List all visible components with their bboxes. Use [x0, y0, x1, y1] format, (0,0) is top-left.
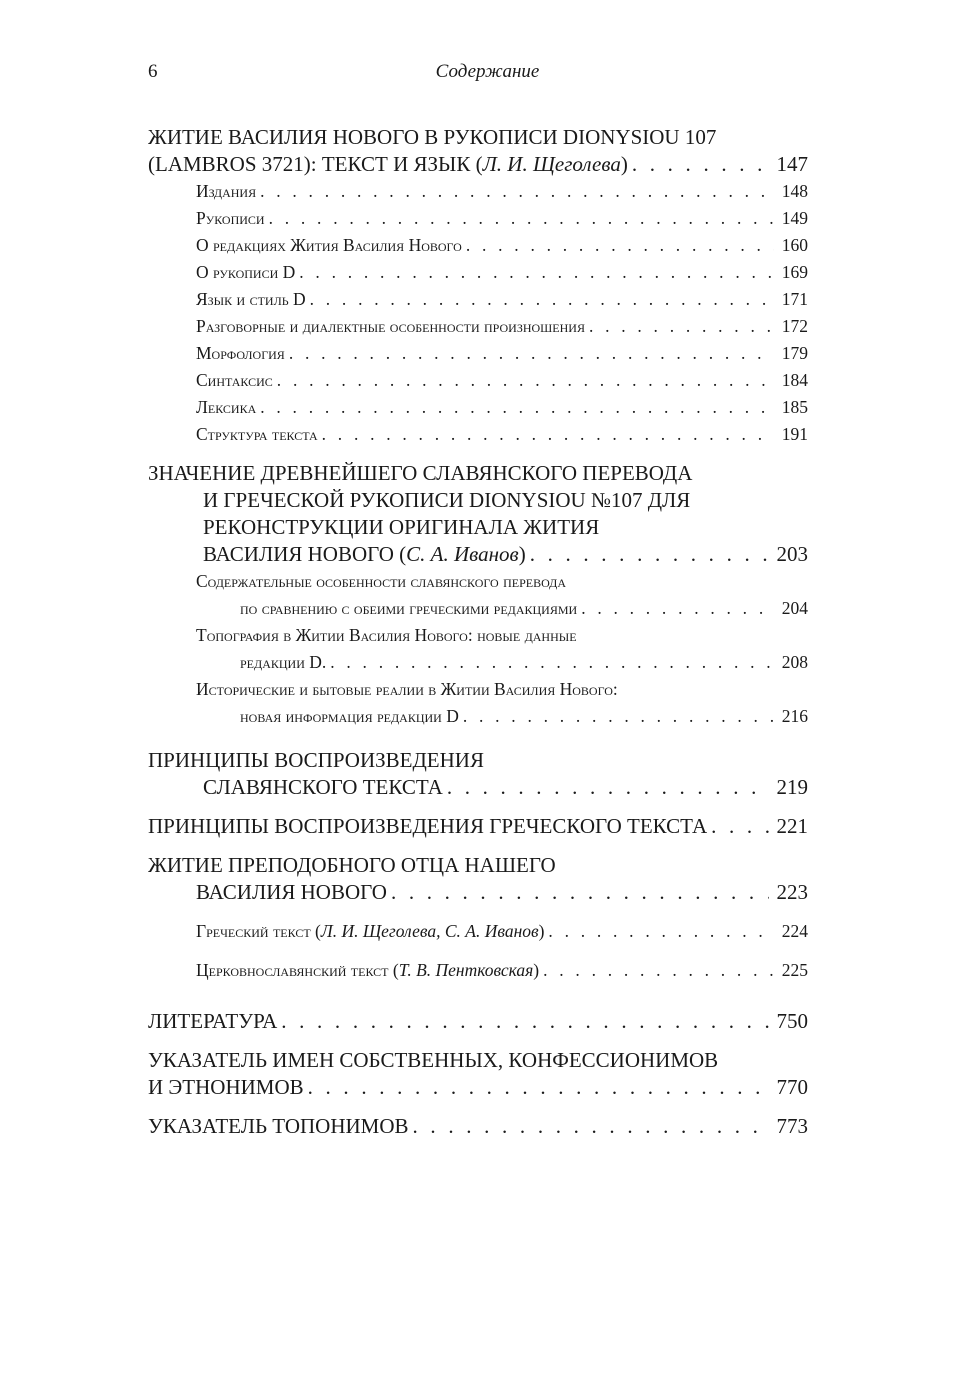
dot-leader — [310, 286, 774, 313]
toc-subentry-text: Рукописи — [196, 208, 265, 228]
toc-page-number: 216 — [781, 706, 808, 726]
toc-entry[interactable] — [148, 1074, 808, 1101]
toc-subentry-text: Лексика — [196, 397, 257, 417]
toc-entry-close: ) — [538, 921, 545, 941]
toc-page-number: 208 — [781, 652, 808, 672]
toc-entry-close: ) — [620, 152, 628, 176]
toc-page-number: 191 — [781, 424, 808, 444]
toc-entry-text: И ЭТНОНИМОВ — [148, 1075, 304, 1099]
toc-entry-text — [203, 541, 526, 568]
toc-page-number: 204 — [781, 598, 808, 618]
toc-entry-text: И ГРЕЧЕСКОЙ РУКОПИСИ DIONYSIOU №107 ДЛЯ — [203, 488, 691, 512]
toc-subentry[interactable] — [148, 649, 808, 676]
page-number: 6 — [148, 61, 158, 82]
toc-subentry-text: Исторические и бытовые реалии в Житии Василия Нового: — [196, 679, 618, 699]
dot-leader — [463, 703, 774, 730]
toc-subentry-text: Топография в Житии Василия Нового: новые данные — [196, 625, 577, 645]
toc-entry-title — [148, 487, 808, 514]
toc-subentry-label: Греческий текст ( — [196, 921, 321, 941]
toc-entry-title — [148, 747, 808, 774]
toc-entry-author: Л. И. Щеголева — [482, 152, 621, 176]
toc-subentry-text — [196, 957, 539, 984]
toc-entry[interactable] — [148, 151, 808, 178]
toc-entry[interactable] — [148, 1008, 808, 1035]
running-title: Содержание — [435, 61, 540, 82]
toc-entry-text: ЗНАЧЕНИЕ ДРЕВНЕЙШЕГО СЛАВЯНСКОГО ПЕРЕВОДА — [148, 461, 693, 485]
toc-page-number: 224 — [781, 921, 808, 941]
toc-entry-title — [148, 852, 808, 879]
toc-page-number: 221 — [776, 814, 808, 838]
toc-subentry[interactable] — [148, 232, 808, 259]
toc-entry-text: УКАЗАТЕЛЬ ТОПОНИМОВ — [148, 1114, 409, 1138]
toc-entry-title — [148, 460, 808, 487]
toc-subentry-text: Морфология — [196, 343, 285, 363]
toc-subentry-text: новая информация редакции D — [240, 706, 459, 726]
toc-subentry-text: Структура текста — [196, 424, 318, 444]
dot-leader — [447, 774, 769, 801]
toc-subentry[interactable] — [148, 286, 808, 313]
toc-entry-author: С. А. Иванов — [406, 542, 519, 566]
dot-leader — [281, 1008, 768, 1035]
toc-subentry-text: по сравнению с обеими греческими редакциями — [240, 598, 578, 618]
dot-leader — [269, 205, 774, 232]
toc-subentry[interactable] — [148, 178, 808, 205]
toc-subentry[interactable] — [148, 313, 808, 340]
toc-entry-text: РЕКОНСТРУКЦИИ ОРИГИНАЛА ЖИТИЯ — [203, 515, 600, 539]
dot-leader — [581, 595, 774, 622]
toc-subentry-text — [196, 918, 544, 945]
toc-entry-text — [148, 151, 628, 178]
toc-page-number: 169 — [781, 262, 808, 282]
toc-entry-text: ПРИНЦИПЫ ВОСПРОИЗВЕДЕНИЯ — [148, 748, 484, 772]
toc-subentry-text: О редакциях Жития Василия Нового — [196, 235, 462, 255]
toc-page-number: 225 — [781, 960, 808, 980]
toc-entry-text: ПРИНЦИПЫ ВОСПРОИЗВЕДЕНИЯ ГРЕЧЕСКОГО ТЕКСТА — [148, 814, 708, 838]
toc-page-number: 750 — [776, 1009, 808, 1033]
toc-page-number: 172 — [781, 316, 808, 336]
toc-entry-title — [148, 124, 808, 151]
toc-entry-text: ЛИТЕРАТУРА — [148, 1009, 278, 1033]
toc-entry-label: (LAMBROS 3721): ТЕКСТ И ЯЗЫК ( — [148, 152, 483, 176]
toc-subentry[interactable] — [148, 703, 808, 730]
toc-subentry-text: Содержательные особенности славянского перевода — [196, 571, 567, 591]
dot-leader — [277, 367, 774, 394]
table-of-contents — [148, 124, 808, 1140]
toc-subentry-label: Церковнославянский текст ( — [196, 960, 399, 980]
toc-page-number: 171 — [781, 289, 808, 309]
toc-entry-title — [148, 514, 808, 541]
toc-subentry[interactable] — [148, 957, 808, 984]
toc-page-number: 184 — [781, 370, 808, 390]
dot-leader — [466, 232, 774, 259]
dot-leader — [299, 259, 773, 286]
toc-entry-author: Т. В. Пентковская — [398, 960, 534, 980]
toc-page-number: 148 — [781, 181, 808, 201]
toc-page-number: 203 — [776, 542, 808, 566]
dot-leader — [632, 151, 769, 178]
toc-subentry[interactable] — [148, 340, 808, 367]
toc-entry[interactable] — [148, 774, 808, 801]
toc-subentry-title — [148, 568, 808, 595]
toc-entry-text: ЖИТИЕ ПРЕПОДОБНОГО ОТЦА НАШЕГО — [148, 853, 556, 877]
toc-subentry-text: Разговорные и диалектные особенности произношения — [196, 316, 585, 336]
toc-page-number: 149 — [781, 208, 808, 228]
toc-page-number: 185 — [781, 397, 808, 417]
toc-page-number: 223 — [776, 880, 808, 904]
dot-leader — [260, 178, 774, 205]
toc-subentry[interactable] — [148, 595, 808, 622]
dot-leader — [289, 340, 774, 367]
toc-subentry-title — [148, 676, 808, 703]
toc-subentry-text: О рукописи D — [196, 262, 296, 282]
toc-entry-label: ВАСИЛИЯ НОВОГО ( — [203, 542, 407, 566]
toc-entry-text: СЛАВЯНСКОГО ТЕКСТА — [203, 775, 443, 799]
toc-subentry[interactable] — [148, 367, 808, 394]
dot-leader — [543, 957, 774, 984]
dot-leader — [308, 1074, 769, 1101]
toc-entry-close: ) — [518, 542, 526, 566]
toc-subentry-text: редакции D. — [240, 652, 327, 672]
toc-entry-author: Л. И. Щеголева, С. А. Иванов — [320, 921, 539, 941]
toc-subentry[interactable] — [148, 918, 808, 945]
toc-entry-text: УКАЗАТЕЛЬ ИМЕН СОБСТВЕННЫХ, КОНФЕССИОНИМОВ — [148, 1048, 719, 1072]
toc-subentry-title — [148, 622, 808, 649]
dot-leader — [260, 394, 774, 421]
toc-entry[interactable] — [148, 813, 808, 840]
dot-leader — [391, 879, 769, 906]
toc-subentry[interactable] — [148, 259, 808, 286]
toc-entry-close: ) — [533, 960, 540, 980]
toc-page-number: 160 — [781, 235, 808, 255]
toc-page-number: 179 — [781, 343, 808, 363]
dot-leader — [589, 313, 774, 340]
toc-entry-title — [148, 1047, 808, 1074]
toc-subentry-text: Издания — [196, 181, 257, 201]
toc-page-number: 147 — [776, 152, 808, 176]
toc-entry[interactable] — [148, 1113, 808, 1140]
toc-subentry[interactable] — [148, 394, 808, 421]
dot-leader — [711, 813, 768, 840]
dot-leader — [413, 1113, 769, 1140]
dot-leader — [322, 421, 774, 448]
dot-leader — [330, 649, 774, 676]
toc-page-number: 770 — [776, 1075, 808, 1099]
toc-page-number: 219 — [776, 775, 808, 799]
toc-page-number: 773 — [776, 1114, 808, 1138]
toc-subentry[interactable] — [148, 205, 808, 232]
toc-entry[interactable] — [148, 879, 808, 906]
toc-subentry-text: Язык и стиль D — [196, 289, 306, 309]
toc-entry[interactable] — [148, 541, 808, 568]
toc-entry-text: ВАСИЛИЯ НОВОГО — [196, 880, 387, 904]
toc-subentry[interactable] — [148, 421, 808, 448]
dot-leader — [548, 918, 773, 945]
toc-entry-text: ЖИТИЕ ВАСИЛИЯ НОВОГО В РУКОПИСИ DIONYSIOU 107 — [148, 125, 717, 149]
dot-leader — [530, 541, 769, 568]
toc-subentry-text: Синтаксис — [196, 370, 273, 390]
